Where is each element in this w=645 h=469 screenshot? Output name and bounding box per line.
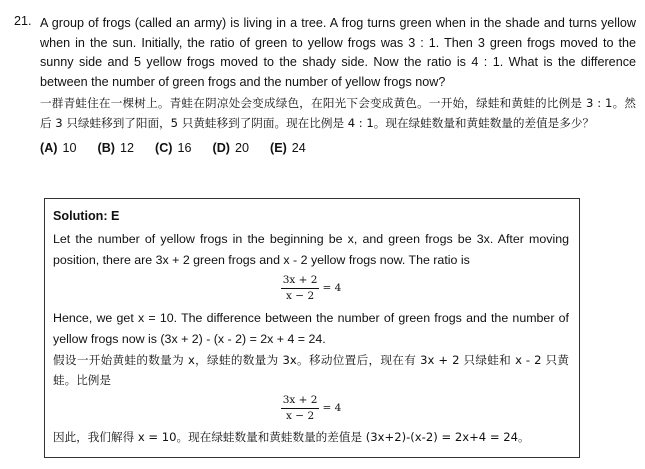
- solution-paragraph-2: Hence, we get x = 10. The difference between the number of green frogs and the number of yellow frogs now is (3x + 2) - (x - 2) = 2x + 4 = 24.: [53, 311, 569, 346]
- equation-rhs: = 4: [322, 402, 342, 414]
- equation-rhs: = 4: [322, 282, 342, 294]
- fraction-numerator: 3x + 2: [281, 394, 320, 409]
- choice-value: 20: [234, 140, 249, 155]
- question-text-chinese: 一群青蛙住在一棵树上。青蛙在阴凉处会变成绿色，在阳光下会变成黄色。一开始，绿蛙和黄蛙的比例是 3 : 1。然后 3 只绿蛙移到了阳面，5 只黄蛙移到了阴面。现在比例是 4 : 1。现在绿蛙数量和黄蛙数量的差值是多少？: [40, 96, 636, 131]
- question-text-english: A group of frogs (called an army) is living in a tree. A frog turns green when in the shade and turns yellow when in the sun. Initially, the ratio of green to yellow frogs was 3 : 1. Then 3 green frogs moved to the sunny side and 5 yellow frogs moved to the shady side. Now the ratio is 4 : 1. What is the difference between the number of green frogs and the number of yellow frogs now?: [40, 16, 636, 89]
- choice-value: 10: [62, 140, 77, 155]
- choice-value: 16: [177, 140, 192, 155]
- choice-c: [155, 139, 192, 157]
- fraction-numerator: 3x + 2: [281, 274, 320, 289]
- answer-choices: [40, 139, 636, 157]
- question-number: 21.: [14, 14, 32, 28]
- choice-label: (E): [270, 140, 287, 155]
- fraction: [281, 274, 320, 303]
- choice-b: [98, 139, 135, 157]
- choice-label: (D): [212, 140, 230, 155]
- fraction-denominator: x − 2: [286, 289, 315, 302]
- solution-paragraph-4-chinese: 因此，我们解得 x = 10。现在绿蛙数量和黄蛙数量的差值是 (3x+2)-(x-2) = 2x+4 = 24。: [53, 430, 530, 444]
- choice-d: [213, 139, 250, 157]
- choice-label: (C): [155, 140, 173, 155]
- solution-box: [44, 198, 580, 458]
- fraction-denominator: x − 2: [286, 409, 315, 422]
- choice-label: (B): [97, 140, 115, 155]
- solution-paragraph-3-chinese: 假设一开始黄蛙的数量为 x，绿蛙的数量为 3x。移动位置后，现在有 3x + 2 只绿蛙和 x - 2 只黄蛙。比例是: [53, 353, 569, 387]
- ratio-equation-1: [53, 270, 569, 306]
- fraction: [281, 394, 320, 423]
- choice-e: [270, 139, 306, 157]
- choice-label: (A): [40, 140, 58, 155]
- solution-title: Solution: E: [53, 209, 120, 223]
- solution-paragraph-1: Let the number of yellow frogs in the beginning be x, and green frogs be 3x. After moving position, there are 3x + 2 green frogs and x - 2 yellow frogs now. The ratio is: [53, 232, 569, 267]
- choice-value: 12: [119, 140, 134, 155]
- choice-value: 24: [291, 140, 306, 155]
- question-body: [40, 14, 636, 157]
- choice-a: [40, 139, 77, 157]
- ratio-equation-2: [53, 390, 569, 426]
